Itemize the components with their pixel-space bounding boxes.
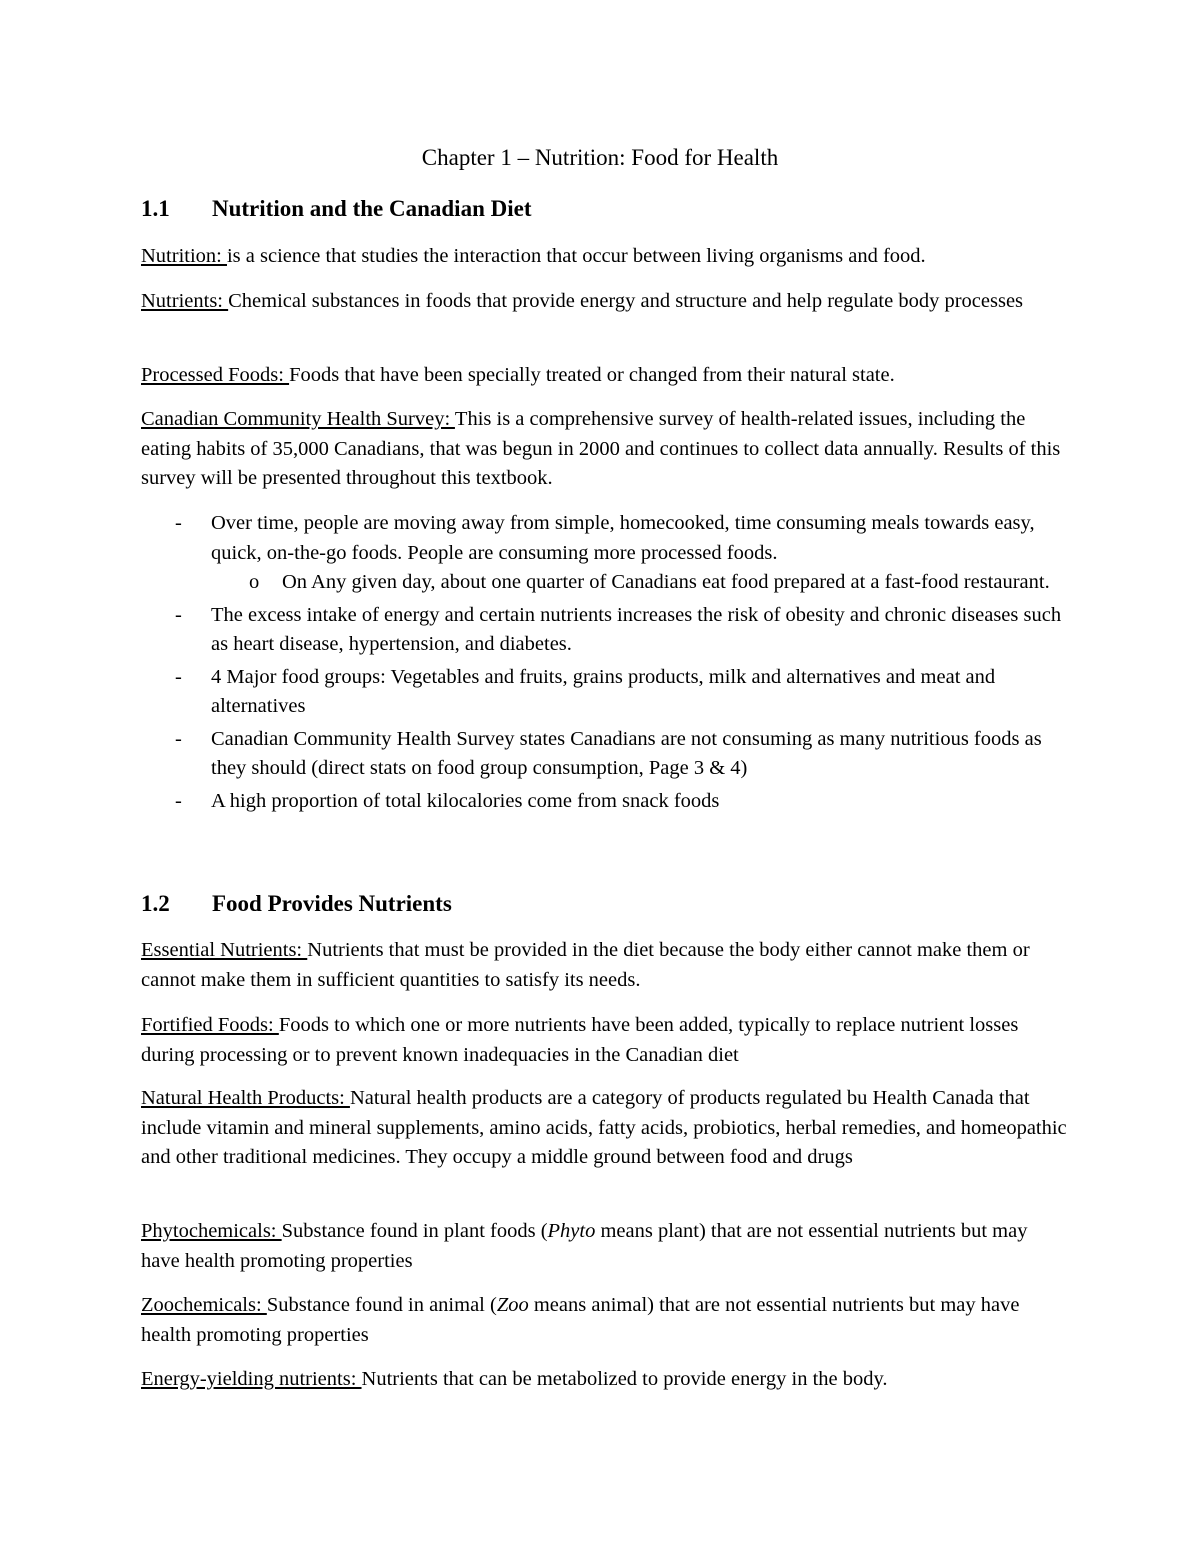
definition-text: Natural health products are a category of products regulated bu Health Canada that include vitamin and mineral supplements, amino acids, fatty acids, probiotics, herbal remedies, and homeopathic and other traditional medicines. They occupy a middle ground between food and drugs — [141, 1087, 1067, 1168]
definition-energy-yielding-nutrients — [141, 1365, 1071, 1395]
section-number: 1.1 — [141, 196, 170, 221]
list-item-text: 4 Major food groups: Vegetables and fruits, grains products, milk and alternatives and meat and alternatives — [211, 665, 996, 717]
definition-text: Nutrients that must be provided in the diet because the body either cannot make them or cannot make them in sufficient quantities to satisfy its needs. — [141, 939, 1030, 991]
list-item-text: Over time, people are moving away from simple, homecooked, time consuming meals towards easy, quick, on-the-go foods. People are consuming more processed foods. — [211, 512, 1035, 564]
list-item — [141, 725, 1071, 784]
definition-italic: Phyto — [547, 1220, 596, 1242]
definition-text: This is a comprehensive survey of health-related issues, including the eating habits of 35,000 Canadians, that was begun in 2000 and continues to collect data annually. Results of this survey will be presented throughout this textbook. — [141, 408, 1061, 489]
list-item-text: The excess intake of energy and certain nutrients increases the risk of obesity and chronic diseases such as heart disease, hypertension, and diabetes. — [211, 603, 1062, 655]
circle-bullet-icon: o — [249, 571, 260, 593]
definition-text: is a science that studies the interaction that occur between living organisms and food. — [226, 245, 926, 267]
list-item-text: A high proportion of total kilocalories come from snack foods — [211, 789, 720, 812]
definition-text: Foods that have been specially treated or changed from their natural state. — [289, 364, 895, 386]
section-title: Nutrition and the Canadian Diet — [212, 196, 532, 221]
definition-processed-foods — [141, 361, 1071, 391]
section-heading-1-2 — [141, 888, 452, 920]
definition-term: Energy-yielding nutrients: — [141, 1368, 362, 1390]
list-item — [141, 787, 1071, 817]
dash-bullet-icon: - — [175, 665, 182, 688]
definition-natural-health-products — [141, 1084, 1071, 1173]
dash-bullet-icon: - — [175, 512, 182, 534]
section-heading-1-1 — [141, 193, 531, 225]
dash-bullet-icon: - — [175, 789, 182, 812]
definition-fortified-foods — [141, 1011, 1071, 1070]
definition-term: Essential Nutrients: — [141, 939, 308, 961]
definition-nutrients — [141, 287, 1071, 317]
definition-term: Canadian Community Health Survey: — [141, 408, 455, 430]
section-number: 1.2 — [141, 891, 170, 916]
sub-list — [211, 568, 1071, 598]
document-title: Chapter 1 – Nutrition: Food for Health — [421, 145, 779, 170]
definition-text: Nutrients that can be metabolized to provide energy in the body. — [361, 1368, 888, 1390]
definition-nutrition — [141, 242, 1071, 272]
sub-list-item — [211, 568, 1071, 598]
definition-text: Substance found in plant foods ( — [281, 1220, 548, 1242]
definition-term: Natural Health Products: — [141, 1087, 350, 1109]
list-item-text: Canadian Community Health Survey states Canadians are not consuming as many nutritious foods as they should (direct stats on food group consumption, Page 3 & 4) — [211, 727, 1042, 779]
definition-term: Processed Foods: — [141, 364, 290, 386]
definition-text: Foods to which one or more nutrients have been added, typically to replace nutrient losses during processing or to prevent known inadequacies in the Canadian diet — [141, 1014, 1019, 1066]
definition-term: Zoochemicals: — [141, 1294, 267, 1316]
definition-term: Fortified Foods: — [141, 1014, 279, 1036]
list-item — [141, 509, 1071, 598]
section-title: Food Provides Nutrients — [212, 891, 452, 916]
sub-list-item-text: On Any given day, about one quarter of Canadians eat food prepared at a fast-food restaurant. — [282, 571, 1050, 593]
definition-text: Substance found in animal ( — [266, 1294, 497, 1316]
list-item — [141, 601, 1071, 660]
list-item — [141, 663, 1071, 722]
definition-italic: Zoo — [496, 1294, 529, 1316]
definition-text: Chemical substances in foods that provide energy and structure and help regulate body processes — [228, 290, 1024, 312]
definition-zoochemicals — [141, 1291, 1071, 1350]
definition-term: Nutrients: — [141, 290, 229, 312]
definition-text: means plant) that are not essential nutrients but may have health promoting properties — [141, 1220, 1028, 1272]
definition-phytochemicals — [141, 1217, 1071, 1276]
definition-community-health-survey — [141, 405, 1071, 494]
definition-essential-nutrients — [141, 936, 1071, 995]
dash-bullet-icon: - — [175, 727, 182, 750]
definition-term: Nutrition: — [141, 245, 227, 267]
bullet-list — [141, 509, 1071, 819]
dash-bullet-icon: - — [175, 603, 182, 626]
definition-text: means animal) that are not essential nutrients but may have health promoting properties — [141, 1294, 1020, 1346]
definition-term: Phytochemicals: — [141, 1220, 282, 1242]
